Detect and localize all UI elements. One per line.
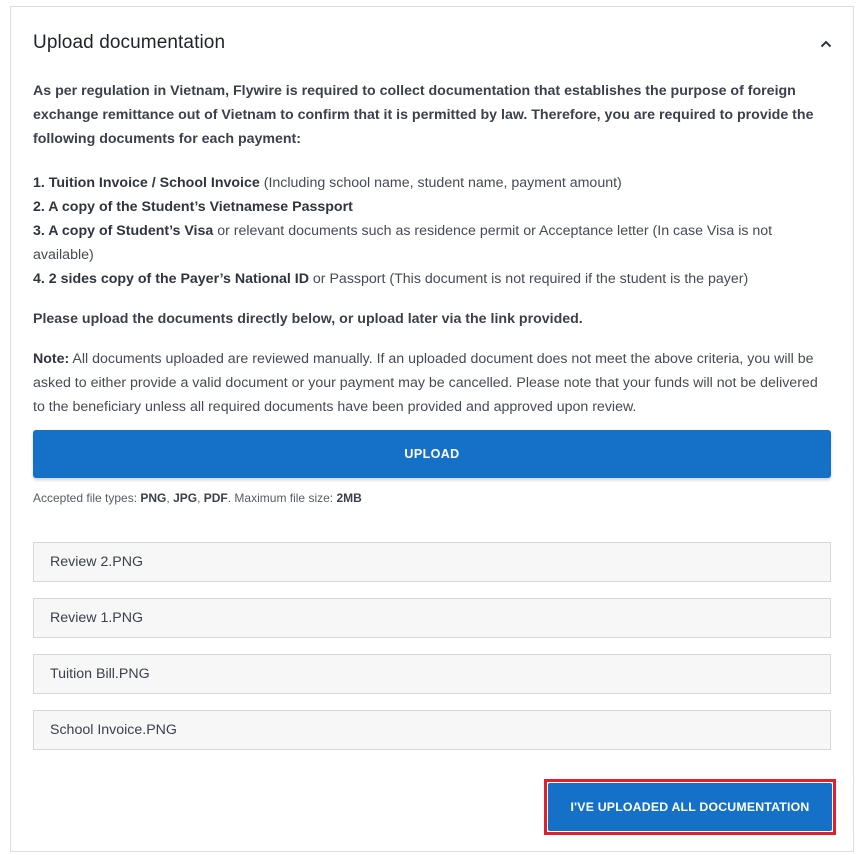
accepted-file-types: Accepted file types: PNG, JPG, PDF. Maximum file size: 2MB (33, 491, 362, 505)
uploaded-file-item[interactable]: Tuition Bill.PNG (33, 654, 831, 694)
uploaded-file-item[interactable]: Review 2.PNG (33, 542, 831, 582)
requirement-item: 4. 2 sides copy of the Payer’s National ID or Passport (This document is not required if the student is the payer) (33, 271, 749, 287)
instructions (33, 79, 833, 419)
requirement-item: 3. A copy of Student’s Visa or relevant documents such as residence permit or Acceptance letter (In case Visa is not available) (33, 223, 773, 263)
requirements-list (33, 171, 833, 291)
intro-text: As per regulation in Vietnam, Flywire is required to collect documentation that establishes the purpose of foreign exchange remittance out of Vietnam to confirm that it is permitted by law. Therefore, you are required to provide the following documents for each payment: (33, 83, 814, 147)
upload-instruction: Please upload the documents directly below, or upload later via the link provided. (33, 311, 583, 327)
requirement-item: 1. Tuition Invoice / School Invoice (Including school name, student name, payment amount) (33, 175, 622, 191)
uploaded-file-item[interactable]: Review 1.PNG (33, 598, 831, 638)
uploaded-file-item[interactable]: School Invoice.PNG (33, 710, 831, 750)
panel-title: Upload documentation (33, 32, 226, 53)
chevron-up-icon[interactable] (819, 37, 833, 51)
confirm-uploaded-button[interactable]: I'VE UPLOADED ALL DOCUMENTATION (548, 783, 832, 831)
upload-documentation-panel (10, 6, 854, 852)
requirement-item: 2. A copy of the Student’s Vietnamese Passport (33, 199, 353, 215)
upload-button[interactable]: UPLOAD (33, 430, 831, 478)
note-text: Note: All documents uploaded are reviewed manually. If an uploaded document does not meet the above criteria, you will be asked to either provide a valid document or your payment may be cancelled. Please note that your funds will not be delivered to the beneficiary unless all required documents have been provided and approved upon review. (33, 351, 818, 415)
